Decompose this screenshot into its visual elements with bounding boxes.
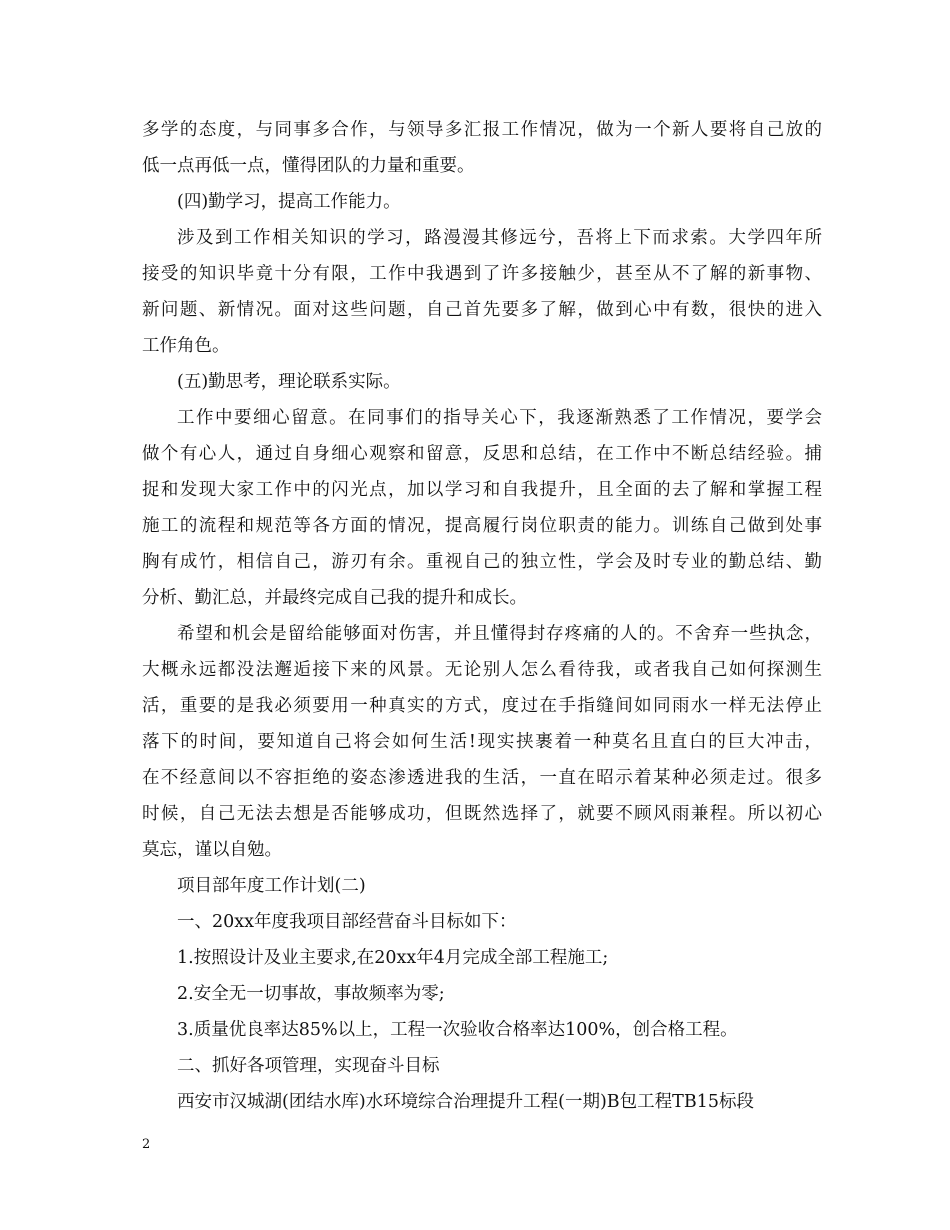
text-line: 多学的态度，与同事多合作，与领导多汇报工作情况，做为一个新人要将自己放的	[142, 120, 822, 140]
text-line: 胸有成竹，相信自己，游刃有余。重视自己的独立性，学会及时专业的勤总结、勤	[142, 552, 822, 572]
text-line: 莫忘，谨以自勉。	[142, 840, 282, 860]
page-number: 2	[142, 1137, 151, 1152]
text-line: 捉和发现大家工作中的闪光点，加以学习和自我提升，且全面的去了解和掌握工程	[142, 480, 822, 500]
text-line: 一、20xx年度我项目部经营奋斗目标如下：	[177, 912, 517, 932]
text-line: 涉及到工作相关知识的学习，路漫漫其修远兮，吾将上下而求索。大学四年所	[177, 228, 822, 248]
text-line: 落下的时间，要知道自己将会如何生活!现实挟裹着一种莫名且直白的巨大冲击，	[142, 732, 822, 752]
text-line: 希望和机会是留给能够面对伤害，并且懂得封存疼痛的人的。不舍弃一些执念，	[177, 624, 822, 644]
text-line: 2.安全无一切事故，事故频率为零;	[177, 984, 445, 1004]
text-line: (四)勤学习，提高工作能力。	[177, 192, 401, 212]
text-line: 接受的知识毕竟十分有限，工作中我遇到了许多接触少，甚至从不了解的新事物、	[142, 264, 822, 284]
text-line: 工作中要细心留意。在同事们的指导关心下，我逐渐熟悉了工作情况，要学会	[177, 408, 822, 428]
text-line: 工作角色。	[142, 336, 230, 356]
text-line: 新问题、新情况。面对这些问题，自己首先要多了解，做到心中有数，很快的进入	[142, 300, 822, 320]
text-line: 分析、勤汇总，并最终完成自己我的提升和成长。	[142, 588, 527, 608]
text-line: 施工的流程和规范等各方面的情况，提高履行岗位职责的能力。训练自己做到处事	[142, 516, 822, 536]
text-line: 做个有心人，通过自身细心观察和留意，反思和总结，在工作中不断总结经验。捕	[142, 444, 822, 464]
text-line: 活，重要的是我必须要用一种真实的方式，度过在手指缝间如同雨水一样无法停止	[142, 696, 822, 716]
text-line: 时候，自己无法去想是否能够成功，但既然选择了，就要不顾风雨兼程。所以初心	[142, 804, 822, 824]
text-line: 大概永远都没法邂逅接下来的风景。无论别人怎么看待我，或者我自己如何探测生	[142, 660, 822, 680]
text-line: 二、抓好各项管理，实现奋斗目标	[177, 1056, 440, 1076]
text-line: 1.按照设计及业主要求,在20xx年4月完成全部工程施工;	[177, 948, 609, 968]
text-line: (五)勤思考，理论联系实际。	[177, 372, 401, 392]
text-line: 西安市汉城湖(团结水库)水环境综合治理提升工程(一期)B包工程TB15标段	[177, 1092, 754, 1112]
text-line: 在不经意间以不容拒绝的姿态渗透进我的生活，一直在昭示着某种必须走过。很多	[142, 768, 822, 788]
body-text	[142, 112, 822, 1120]
text-line: 低一点再低一点，懂得团队的力量和重要。	[142, 156, 475, 176]
text-line: 项目部年度工作计划(二)	[177, 876, 366, 896]
text-line: 3.质量优良率达85%以上，工程一次验收合格率达100%，创合格工程。	[177, 1020, 738, 1040]
